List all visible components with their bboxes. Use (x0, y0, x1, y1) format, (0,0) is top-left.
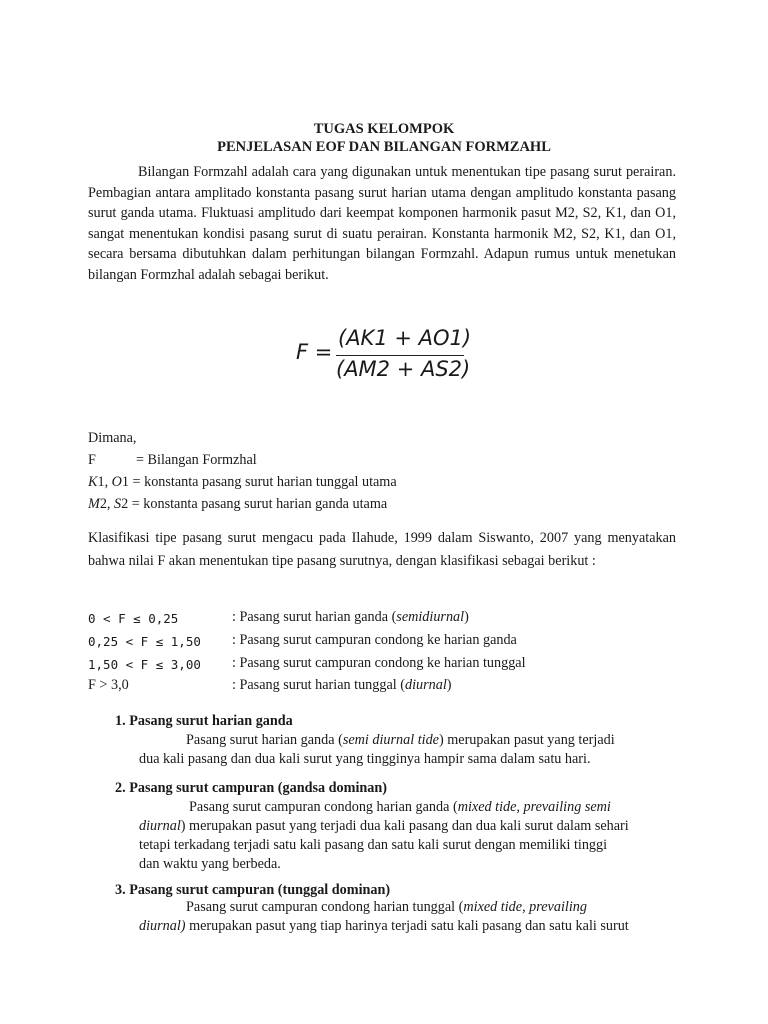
item-2-heading: 2. Pasang surut campuran (gandsa dominan) (115, 780, 387, 796)
item-1-line-1: Pasang surut harian ganda ( (186, 732, 343, 748)
item-3-line-2: merupakan pasut yang tiap harinya terjadi satu kali pasang dan satu kali surut (185, 918, 629, 934)
item-1-body (139, 731, 679, 769)
item-2-line-1: Pasang surut campuran condong harian ganda ( (189, 799, 458, 815)
item-1-heading: 1. Pasang surut harian ganda (115, 713, 293, 729)
class-desc-4 (232, 677, 452, 694)
class-desc-3: : Pasang surut campuran condong ke harian tunggal (232, 655, 526, 671)
formula-lhs: F = (296, 340, 333, 364)
item-2-line-3: tetapi terkadang terjadi satu kali pasang dan satu kali surut dengan memiliki tinggi (139, 837, 608, 853)
definition-m2-s2 (88, 496, 387, 513)
class-range-2: 0,25 < F ≤ 1,50 (88, 634, 201, 649)
f-definition: = Bilangan Formzhal (136, 452, 257, 468)
k1-o1-definition: 1 = konstanta pasang surut harian tunggal utama (121, 474, 397, 490)
item-1-italic: semi diurnal tide (342, 732, 439, 748)
item-3-body (139, 898, 679, 936)
f-symbol: F (88, 452, 96, 468)
class-desc-1-italic: semidiurnal (396, 609, 465, 625)
m-symbol: M (88, 496, 100, 512)
definition-f (88, 452, 257, 469)
document-subtitle: PENJELASAN EOF DAN BILANGAN FORMZAHL (217, 139, 551, 155)
item-2-italic-2: diurnal (139, 818, 181, 834)
class-range-1: 0 < F ≤ 0,25 (88, 611, 179, 626)
item-3-italic: mixed tide, prevailing (463, 899, 587, 915)
class-desc-4-close: ) (446, 677, 452, 693)
class-desc-4-text: : Pasang surut harian tunggal ( (232, 677, 405, 693)
formula-denominator: (AM2 + AS2) (336, 357, 471, 381)
item-2-italic: mixed tide, prevailing semi (457, 799, 611, 815)
item-1-line-1-end: ) merupakan pasut yang terjadi (438, 732, 615, 748)
definitions-heading: Dimana, (88, 430, 137, 446)
k1-suffix: 1, (97, 474, 112, 490)
item-3-heading: 3. Pasang surut campuran (tunggal dominan) (115, 882, 391, 898)
classification-intro: Klasifikasi tipe pasang surut mengacu pada Ilahude, 1999 dalam Siswanto, 2007 yang menyatakan bahwa nilai F akan menentukan tipe pasang surutnya, dengan klasifikasi sebagai berikut : (88, 530, 676, 569)
item-3-italic-2: diurnal) (139, 918, 186, 934)
item-2-body (139, 798, 679, 874)
o-symbol: O (111, 474, 122, 490)
s-symbol: S (114, 496, 122, 512)
class-desc-1 (232, 609, 469, 626)
class-desc-2: : Pasang surut campuran condong ke harian ganda (232, 632, 517, 648)
k-symbol: K (88, 474, 98, 490)
item-1-line-2: dua kali pasang dan dua kali surut yang tingginya hampir sama dalam satu hari. (139, 751, 591, 767)
m2-s2-definition: 2 = konstanta pasang surut harian ganda utama (121, 496, 388, 512)
item-2-line-2: ) merupakan pasut yang terjadi dua kali pasang dan dua kali surut dalam sehari (180, 818, 629, 834)
document-title: TUGAS KELOMPOK (313, 121, 455, 137)
intro-paragraph: Bilangan Formzahl adalah cara yang digunakan untuk menentukan tipe pasang surut perairan. Pembagian antara amplitado konstanta pasang surut harian utama dengan amplitudo konstanta pasang surut ganda utama. Fluktuasi amplitudo dari keempat komponen harmonik pasut M2, S2, K1, dan O1, sangat menentukan kondisi pasang surut di suatu perairan. Konstanta harmonik M2, S2, K1, dan O1, secara bersama dibutuhkan dalam perhitungan bilangan Formzahl. Adapun rumus untuk menetukan bilangan Formzhal adalah sebagai berikut. (88, 164, 676, 283)
class-range-4: F > 3,0 (88, 677, 129, 693)
formzahl-formula (296, 326, 476, 382)
item-2-line-4: dan waktu yang berbeda. (139, 856, 281, 872)
class-desc-1-close: ) (464, 609, 469, 625)
m2-suffix: 2, (99, 496, 115, 512)
class-range-3: 1,50 < F ≤ 3,00 (88, 657, 201, 672)
class-desc-1-text: : Pasang surut harian ganda ( (232, 609, 397, 625)
formula-numerator: (AK1 + AO1) (338, 326, 472, 350)
class-desc-4-italic: diurnal (404, 677, 447, 693)
definition-k1-o1 (88, 474, 397, 491)
item-3-line-1: Pasang surut campuran condong harian tunggal ( (186, 899, 464, 915)
